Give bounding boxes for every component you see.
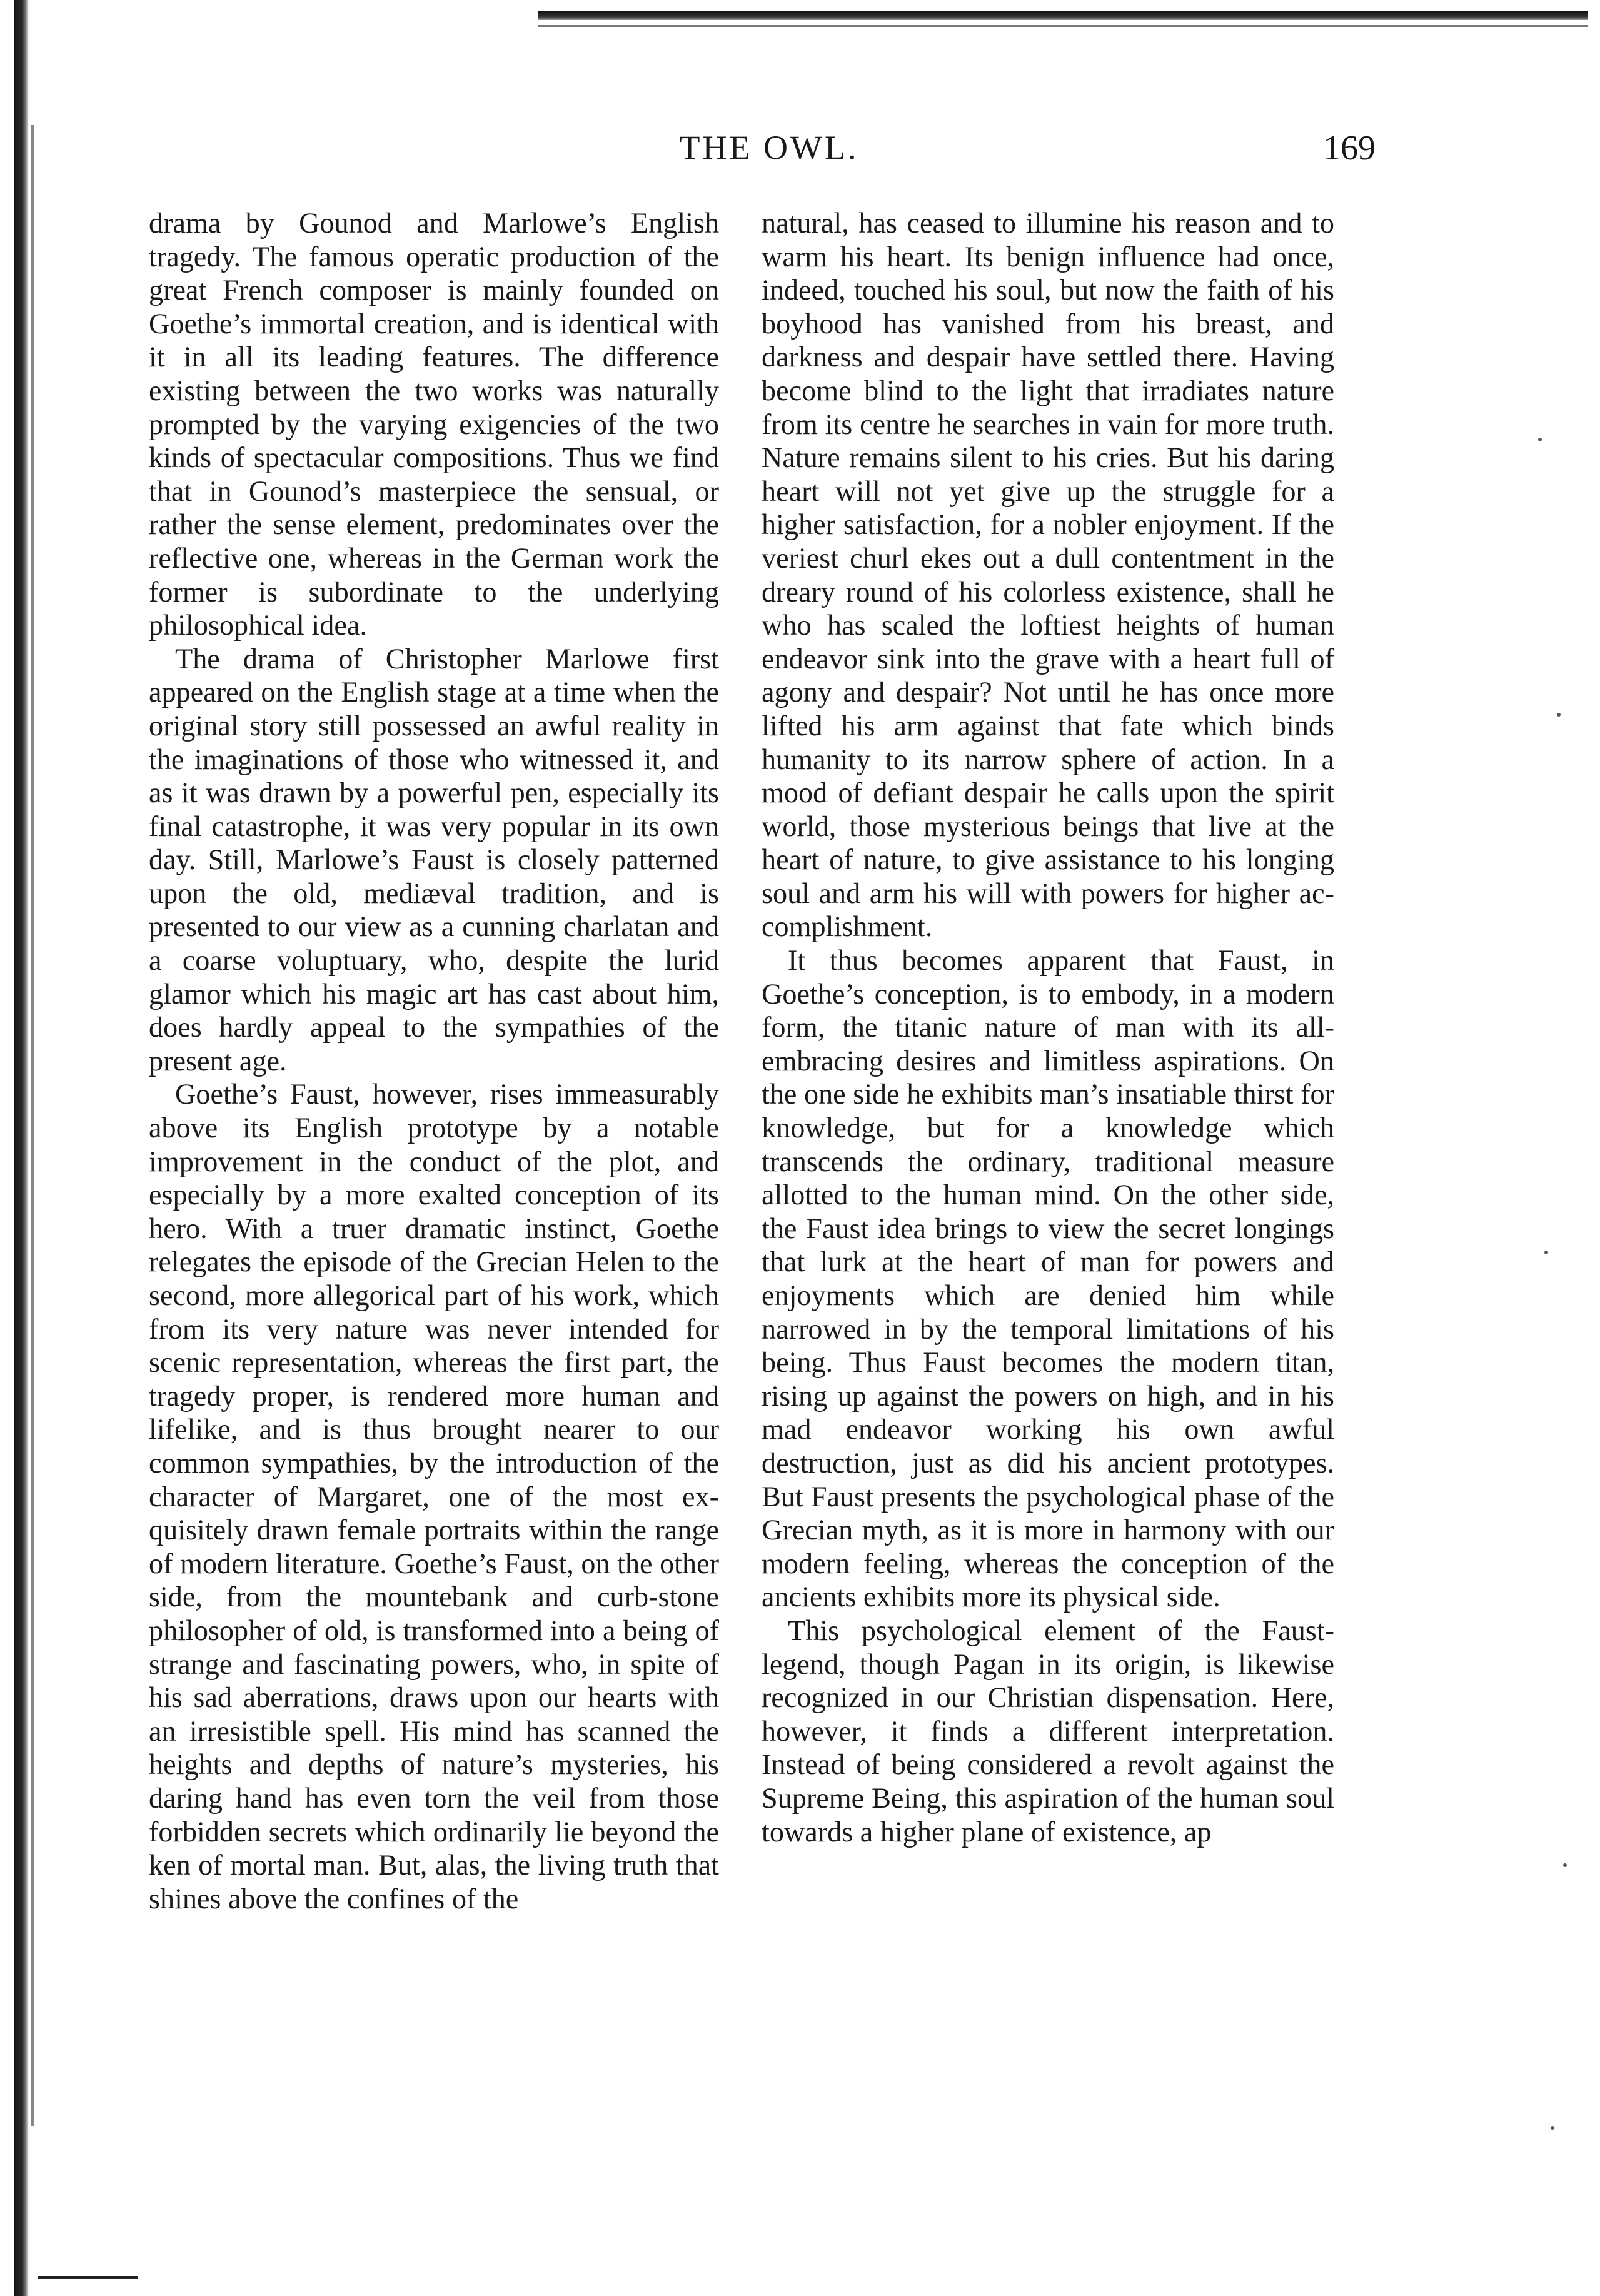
left-column <box>149 206 719 2257</box>
scan-binding-shadow <box>14 0 29 2296</box>
running-title: THE OWL. <box>679 129 859 166</box>
scan-speck <box>1563 1863 1567 1867</box>
page-number: 169 <box>1323 129 1376 168</box>
paragraph: Goethe’s Faust, however, rises immeasurably above its English prototype by a notable improvement in the conduct of the plot, and especially by a more exalted conception of its hero. With a truer dramatic instinct, Goethe relegates the episode of the Grecian Helen to the second, more allegorical part of his work, which from its very nature was never intended for scenic representation, whereas the first part, the tragedy proper, is rendered more human and lifelike, and is thus brought nearer to our common sympathies, by the introduction of the character of Margaret, one of the most exquisitely drawn female portraits within the range of modern literature. Goethe’s Faust, on the other side, from the mountebank and curb-stone philosopher of old, is transformed into a being of strange and fascinating powers, who, in spite of his sad aberrations, draws upon our hearts with an irresistible spell. His mind has scanned the heights and depths of nature’s mysteries, his daring hand has even torn the veil from those forbidden secrets which ordinarily lie beyond the ken of mortal man. But, alas, the living truth that shines above the confines of the <box>149 1078 719 1915</box>
paragraph: It thus becomes apparent that Faust, in Goethe’s conception, is to embody, in a modern form, the titanic nature of man with its all-embracing desires and limitless aspirations. On the one side he exhibits man’s insatiable thirst for knowledge, but for a knowledge which transcends the ordinary, traditional measure allotted to the human mind. On the other side, the Faust idea brings to view the secret longings that lurk at the heart of man for powers and enjoyments which are denied him while narrowed in by the temporal limitations of his being. Thus Faust becomes the modern titan, rising up against the powers on high, and in his mad endeavor working his own awful destruction, just as did his ancient prototypes. But Faust presents the psychological phase of the Grecian myth, as it is more in harmony with our modern feeling, whereas the conception of the ancients exhibits more its physical side. <box>762 944 1334 1613</box>
scan-speck <box>1538 438 1542 441</box>
paragraph: drama by Gounod and Marlowe’s English tragedy. The famous operatic production of the great French composer is mainly founded on Goethe’s immortal creation, and is identical with it in all its leading features. The difference existing between the two works was naturally prompted by the varying exigencies of the two kinds of spectacular compositions. Thus we find that in Gounod’s masterpiece the sensual, or rather the sense element, predominates over the reflective one, whereas in the German work the former is subordinate to the underlying philosophical idea. <box>149 207 719 642</box>
scan-speck <box>1557 713 1561 717</box>
paragraph: The drama of Christopher Marlowe first appeared on the English stage at a time when the original story still possessed an awful reality in the imaginations of those who witnessed it, and as it was drawn by a powerful pen, especially its final catastrophe, it was very popular in its own day. Still, Marlowe’s Faust is closely patterned upon the old, mediæval tradition, and is presented to our view as a cunning charlatan and a coarse voluptuary, who, despite the lurid glamor which his magic art has cast about him, does hardly appeal to the sympathies of the present age. <box>149 642 719 1077</box>
scan-top-rule <box>538 11 1588 20</box>
scan-edge-line <box>31 125 34 2126</box>
page-header <box>0 128 1600 184</box>
scan-top-rule-thin <box>538 25 1588 27</box>
paragraph: This psychological element of the Faust-legend, though Pagan in its origin, is likewise recognized in our Christian dispensation. Here, however, it finds a different interpretation. Instead of being considered a revolt against the Supreme Being, this aspiration of the human soul towards a higher plane of existence, ap <box>762 1614 1334 1848</box>
scan-speck <box>1544 1251 1548 1254</box>
scan-bottom-mark <box>38 2276 138 2279</box>
right-column <box>762 206 1334 2257</box>
paragraph: natural, has ceased to illumine his reason and to warm his heart. Its benign influence had once, indeed, touched his soul, but now the faith of his boyhood has vanished from his breast, and darkness and despair have settled there. Having become blind to the light that irradiates nature from its centre he searches in vain for more truth. Nature remains silent to his cries. But his daring heart will not yet give up the struggle for a higher satisfaction, for a nobler enjoyment. If the veriest churl ekes out a dull contentment in the dreary round of his colorless existence, shall he who has scaled the loftiest heights of human endeavor sink into the grave with a heart full of agony and despair? Not until he has once more lifted his arm against that fate which binds humanity to its narrow sphere of action. In a mood of defiant despair he calls upon the spirit world, those mysterious beings that live at the heart of nature, to give assistance to his longing soul and arm his will with powers for higher accomplishment. <box>762 207 1334 943</box>
scan-speck <box>1551 2126 1554 2130</box>
